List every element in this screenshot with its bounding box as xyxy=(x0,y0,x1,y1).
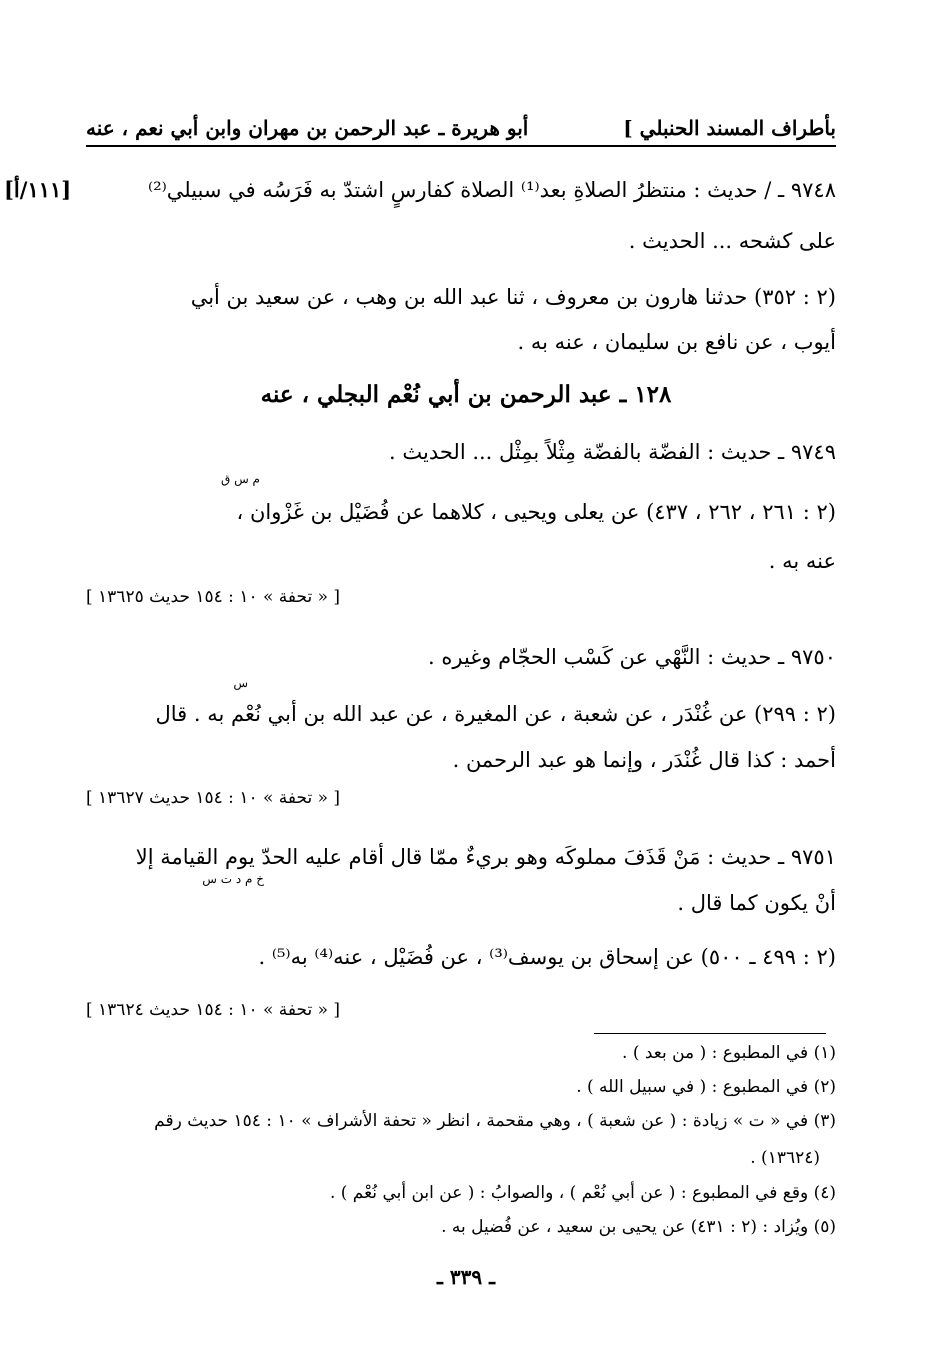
hadith-9748-source: (٢ : ٣٥٢) حدثنا هارون بن معروف ، ثنا عبد الله بن وهب ، عن سعيد بن أبي xyxy=(190,285,836,309)
hadith-9749-source-cont: عنه به . xyxy=(768,549,836,573)
page-number: ـ ٣٣٩ ـ xyxy=(437,1265,495,1289)
hadith-9749-tuhfa-ref: [ « تحفة » ١٠ : ١٥٤ حديث ١٣٦٢٥ ] xyxy=(86,587,341,607)
header-right-title: بأطراف المسند الحنبلي ] xyxy=(623,116,836,140)
hadith-9748-source-cont: أيوب ، عن نافع بن سليمان ، عنه به . xyxy=(517,330,836,354)
footnote-1: (١) في المطبوع : ( من بعد ) . xyxy=(622,1043,836,1063)
hadith-9750-tuhfa-ref: [ « تحفة » ١٠ : ١٥٤ حديث ١٣٦٢٧ ] xyxy=(86,788,341,808)
hadith-9751-source: (٢ : ٤٩٩ ـ ٥٠٠) عن إسحاق بن يوسف⁽³⁾ ، عن فُضَيْل ، عنه⁽⁴⁾ به⁽⁵⁾ . xyxy=(258,945,836,969)
header-left-title: أبو هريرة ـ عبد الرحمن بن مهران وابن أبي نعم ، عنه xyxy=(86,116,529,140)
hadith-9750-source: (٢ : ٢٩٩) عن غُنْدَر ، عن شعبة ، عن المغيرة ، عن عبد الله بن أبي نُعْم به . قال xyxy=(155,702,836,726)
hadith-9751-text-cont: أنْ يكون كما قال . xyxy=(677,891,836,915)
footnote-4: (٤) وقع في المطبوع : ( عن أبي نُعْم ) ، والصوابُ : ( عن ابن أبي نُعْم ) . xyxy=(329,1183,836,1203)
header-rule xyxy=(86,145,836,147)
hadith-9749-sigla: م س ق xyxy=(220,472,260,486)
hadith-9750-sigla: س xyxy=(233,676,248,690)
hadith-9749-text: ٩٧٤٩ ـ حديث : الفضّة بالفضّة مِثْلاً بمِثْل ... الحديث . xyxy=(389,440,836,464)
hadith-9750-text: ٩٧٥٠ ـ حديث : النَّهْي عن كَسْب الحجّام وغيره . xyxy=(428,645,836,669)
footnote-3: (٣) في « ت » زيادة : ( عن شعبة ) ، وهي مقحمة ، انظر « تحفة الأشراف » ١٠ : ١٥٤ حديث رقم xyxy=(154,1111,836,1131)
footnote-separator xyxy=(594,1033,826,1034)
section-heading: ١٢٨ ـ عبد الرحمن بن أبي نُعْم البجلي ، عنه xyxy=(260,381,672,408)
hadith-9748-text: ٩٧٤٨ ـ / حديث : منتظرُ الصلاةِ بعد⁽¹⁾ الصلاة كفارسٍ اشتدّ به فَرَسُه في سبيلي⁽²⁾ xyxy=(148,178,836,202)
hadith-9750-source-cont: أحمد : كذا قال غُنْدَر ، وإنما هو عبد الرحمن . xyxy=(452,748,836,772)
footnote-3-cont: (١٣٦٢٤) . xyxy=(750,1148,820,1168)
footnote-2: (٢) في المطبوع : ( في سبيل الله ) . xyxy=(576,1077,836,1097)
hadith-9751-sigla: خ م د ت س xyxy=(202,872,264,886)
side-folio-note: [١١١/أ] xyxy=(4,177,72,202)
footnote-5: (٥) ويُزاد : (٢ : ٤٣١) عن يحيى بن سعيد ، عن فُضيل به . xyxy=(441,1217,836,1237)
hadith-9751-text: ٩٧٥١ ـ حديث : مَنْ قَذَفَ مملوكَه وهو بريءٌ ممّا قال أقام عليه الحدّ يوم القيامة إلا xyxy=(135,845,836,869)
hadith-9749-source: (٢ : ٢٦١ ، ٢٦٢ ، ٤٣٧) عن يعلى ويحيى ، كلاهما عن فُضَيْل بن غَزْوان ، xyxy=(236,500,836,524)
hadith-9751-tuhfa-ref: [ « تحفة » ١٠ : ١٥٤ حديث ١٣٦٢٤ ] xyxy=(86,1000,341,1020)
hadith-9748-text-cont: على كشحه ... الحديث . xyxy=(628,229,836,253)
